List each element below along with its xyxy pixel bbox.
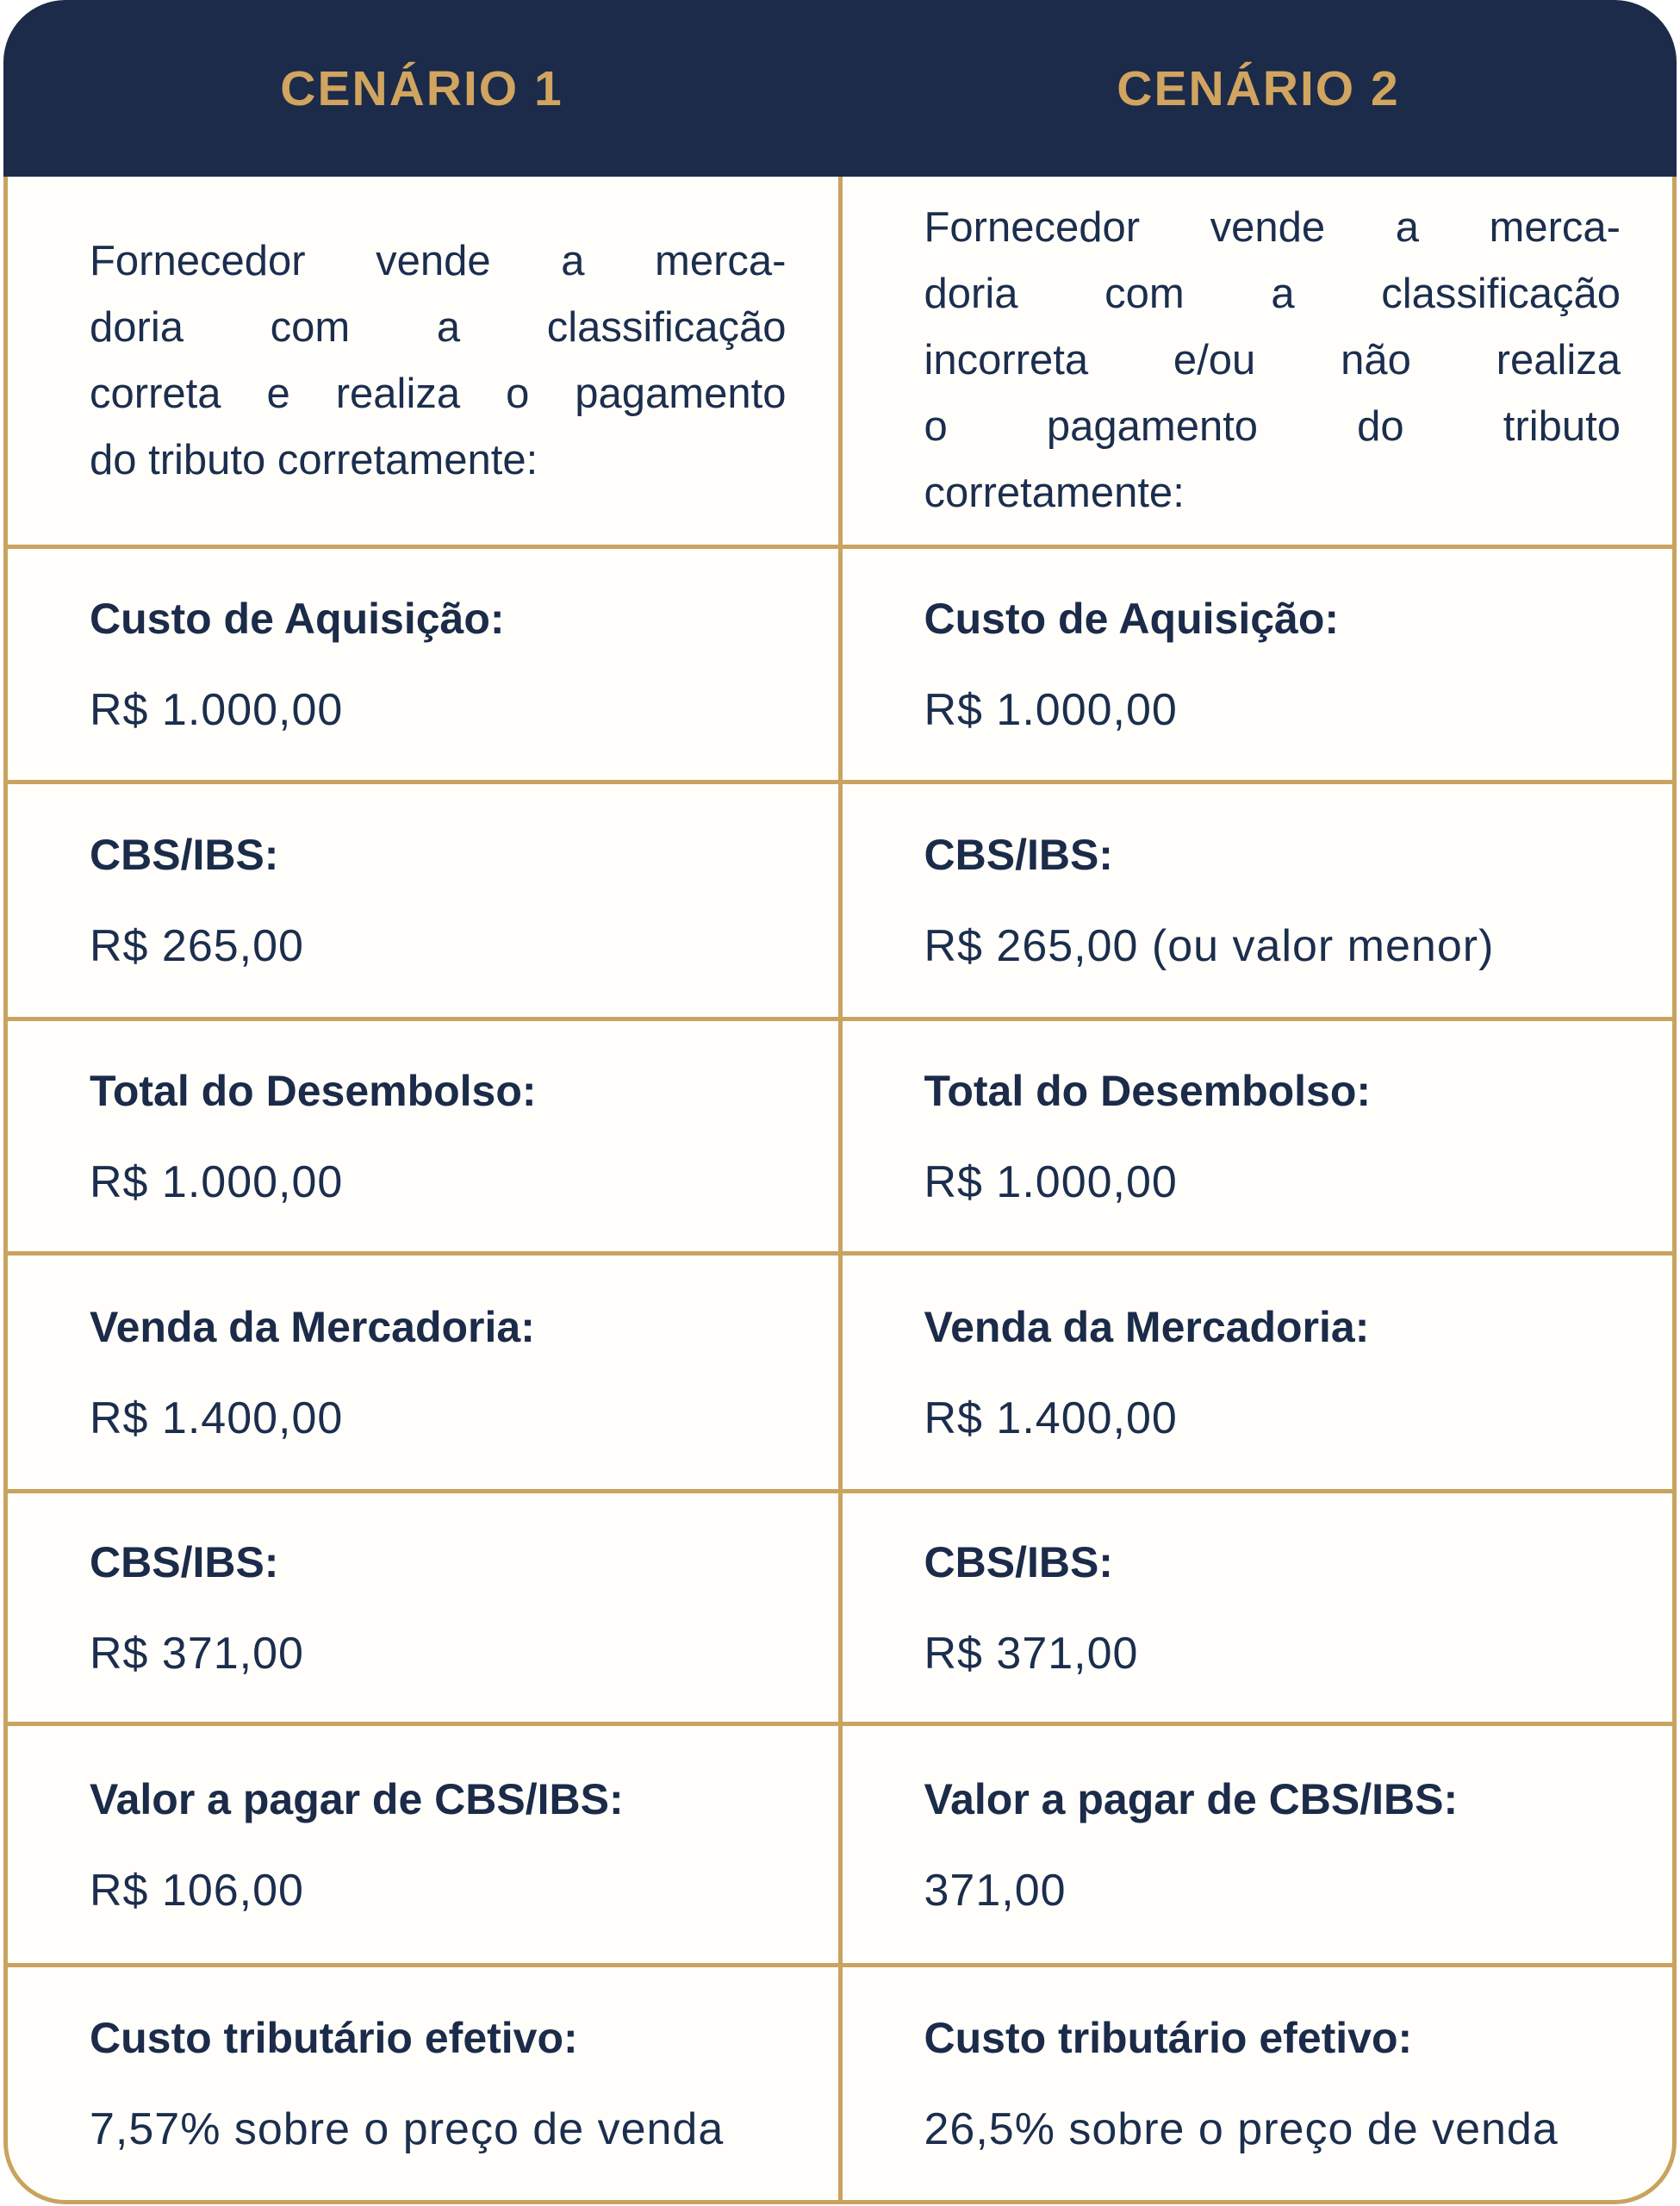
scenario2-cbs-ibs-venda-value: R$ 371,00 [924,1628,1139,1679]
scenario2-description-line-4: o pagamento do tributo [924,403,1621,450]
scenario2-total-do-desembolso-value: R$ 1.000,00 [924,1156,1178,1207]
scenario1-valor-a-pagar-label: Valor a pagar de CBS/IBS: [90,1774,624,1823]
scenario2-custo-tributario-efetivo-label: Custo tributário efetivo: [924,2014,1413,2062]
scenario2-custo-tributario-efetivo [843,1967,1673,2200]
scenario1-venda-da-mercadoria [8,1256,843,1489]
scenario2-cbs-ibs-compra [843,784,1673,1017]
scenario2-venda-da-mercadoria [843,1256,1673,1489]
comparison-table [3,177,1677,2204]
scenario2-cbs-ibs-venda-label: CBS/IBS: [924,1537,1113,1586]
scenario2-valor-a-pagar-label: Valor a pagar de CBS/IBS: [924,1774,1459,1823]
scenario1-custo-tributario-efetivo [8,1967,843,2200]
scenario2-description-line-3: incorreta e/ou não realiza [924,337,1621,383]
scenario2-valor-a-pagar-value: 371,00 [924,1865,1067,1916]
scenario1-description-line-4: do tributo corretamente: [90,436,538,483]
scenario2-total-do-desembolso-label: Total do Desembolso: [924,1066,1372,1115]
scenario1-description-line-1: Fornecedor vende a merca- [90,237,787,284]
scenario2-venda-da-mercadoria-value: R$ 1.400,00 [924,1393,1178,1443]
scenario2-cbs-ibs-compra-value: R$ 265,00 (ou valor menor) [924,921,1495,971]
scenario1-cbs-ibs-compra [8,784,843,1017]
scenario1-venda-da-mercadoria-value: R$ 1.400,00 [90,1393,344,1443]
scenario1-custo-tributario-efetivo-value: 7,57% sobre o preço de venda [90,2104,725,2154]
scenario1-description-line-3: correta e realiza o pagamento [90,370,787,417]
scenario2-cbs-ibs-compra-label: CBS/IBS: [924,831,1113,879]
row-custo-de-aquisicao [8,549,1672,784]
row-total-do-desembolso [8,1021,1672,1256]
scenario1-custo-de-aquisicao-value: R$ 1.000,00 [90,685,344,735]
row-description [8,177,1672,549]
scenario2-description-line-5: corretamente: [924,470,1185,516]
scenario1-description [8,177,843,545]
scenario2-description-line-2: doria com a classificação [924,271,1621,317]
scenario2-custo-de-aquisicao-value: R$ 1.000,00 [924,685,1178,735]
scenario1-cbs-ibs-venda-label: CBS/IBS: [90,1537,279,1586]
scenario2-custo-de-aquisicao [843,549,1673,780]
row-venda-da-mercadoria [8,1256,1672,1493]
scenario2-description [843,177,1673,545]
scenario2-venda-da-mercadoria-label: Venda da Mercadoria: [924,1302,1370,1351]
scenario2-cbs-ibs-venda [843,1493,1673,1722]
row-custo-tributario-efetivo [8,1967,1672,2200]
row-cbs-ibs-venda [8,1493,1672,1726]
header-cenario-2: CENÁRIO 2 [1117,60,1400,116]
scenario1-cbs-ibs-venda-value: R$ 371,00 [90,1628,304,1679]
scenario2-custo-tributario-efetivo-value: 26,5% sobre o preço de venda [924,2104,1559,2154]
scenario2-total-do-desembolso [843,1021,1673,1251]
scenario1-total-do-desembolso-value: R$ 1.000,00 [90,1156,344,1207]
scenario1-total-do-desembolso [8,1021,843,1251]
header-cenario-1: CENÁRIO 1 [280,60,563,116]
scenario1-custo-tributario-efetivo-label: Custo tributário efetivo: [90,2014,578,2062]
scenario1-cbs-ibs-compra-value: R$ 265,00 [90,921,304,971]
scenario2-valor-a-pagar [843,1726,1673,1963]
scenario2-custo-de-aquisicao-label: Custo de Aquisição: [924,595,1340,643]
scenario1-valor-a-pagar [8,1726,843,1963]
scenario1-description-line-2: doria com a classificação [90,303,787,351]
scenario2-description-line-1: Fornecedor vende a merca- [924,204,1621,251]
row-cbs-ibs-compra [8,784,1672,1021]
scenario1-cbs-ibs-venda [8,1493,843,1722]
table-header [3,0,1677,177]
scenario1-cbs-ibs-compra-label: CBS/IBS: [90,831,279,879]
scenario1-venda-da-mercadoria-label: Venda da Mercadoria: [90,1302,535,1351]
scenario1-custo-de-aquisicao [8,549,843,780]
scenario1-total-do-desembolso-label: Total do Desembolso: [90,1066,537,1115]
scenario1-valor-a-pagar-value: R$ 106,00 [90,1865,304,1916]
row-valor-a-pagar [8,1726,1672,1967]
scenario1-custo-de-aquisicao-label: Custo de Aquisição: [90,595,505,643]
